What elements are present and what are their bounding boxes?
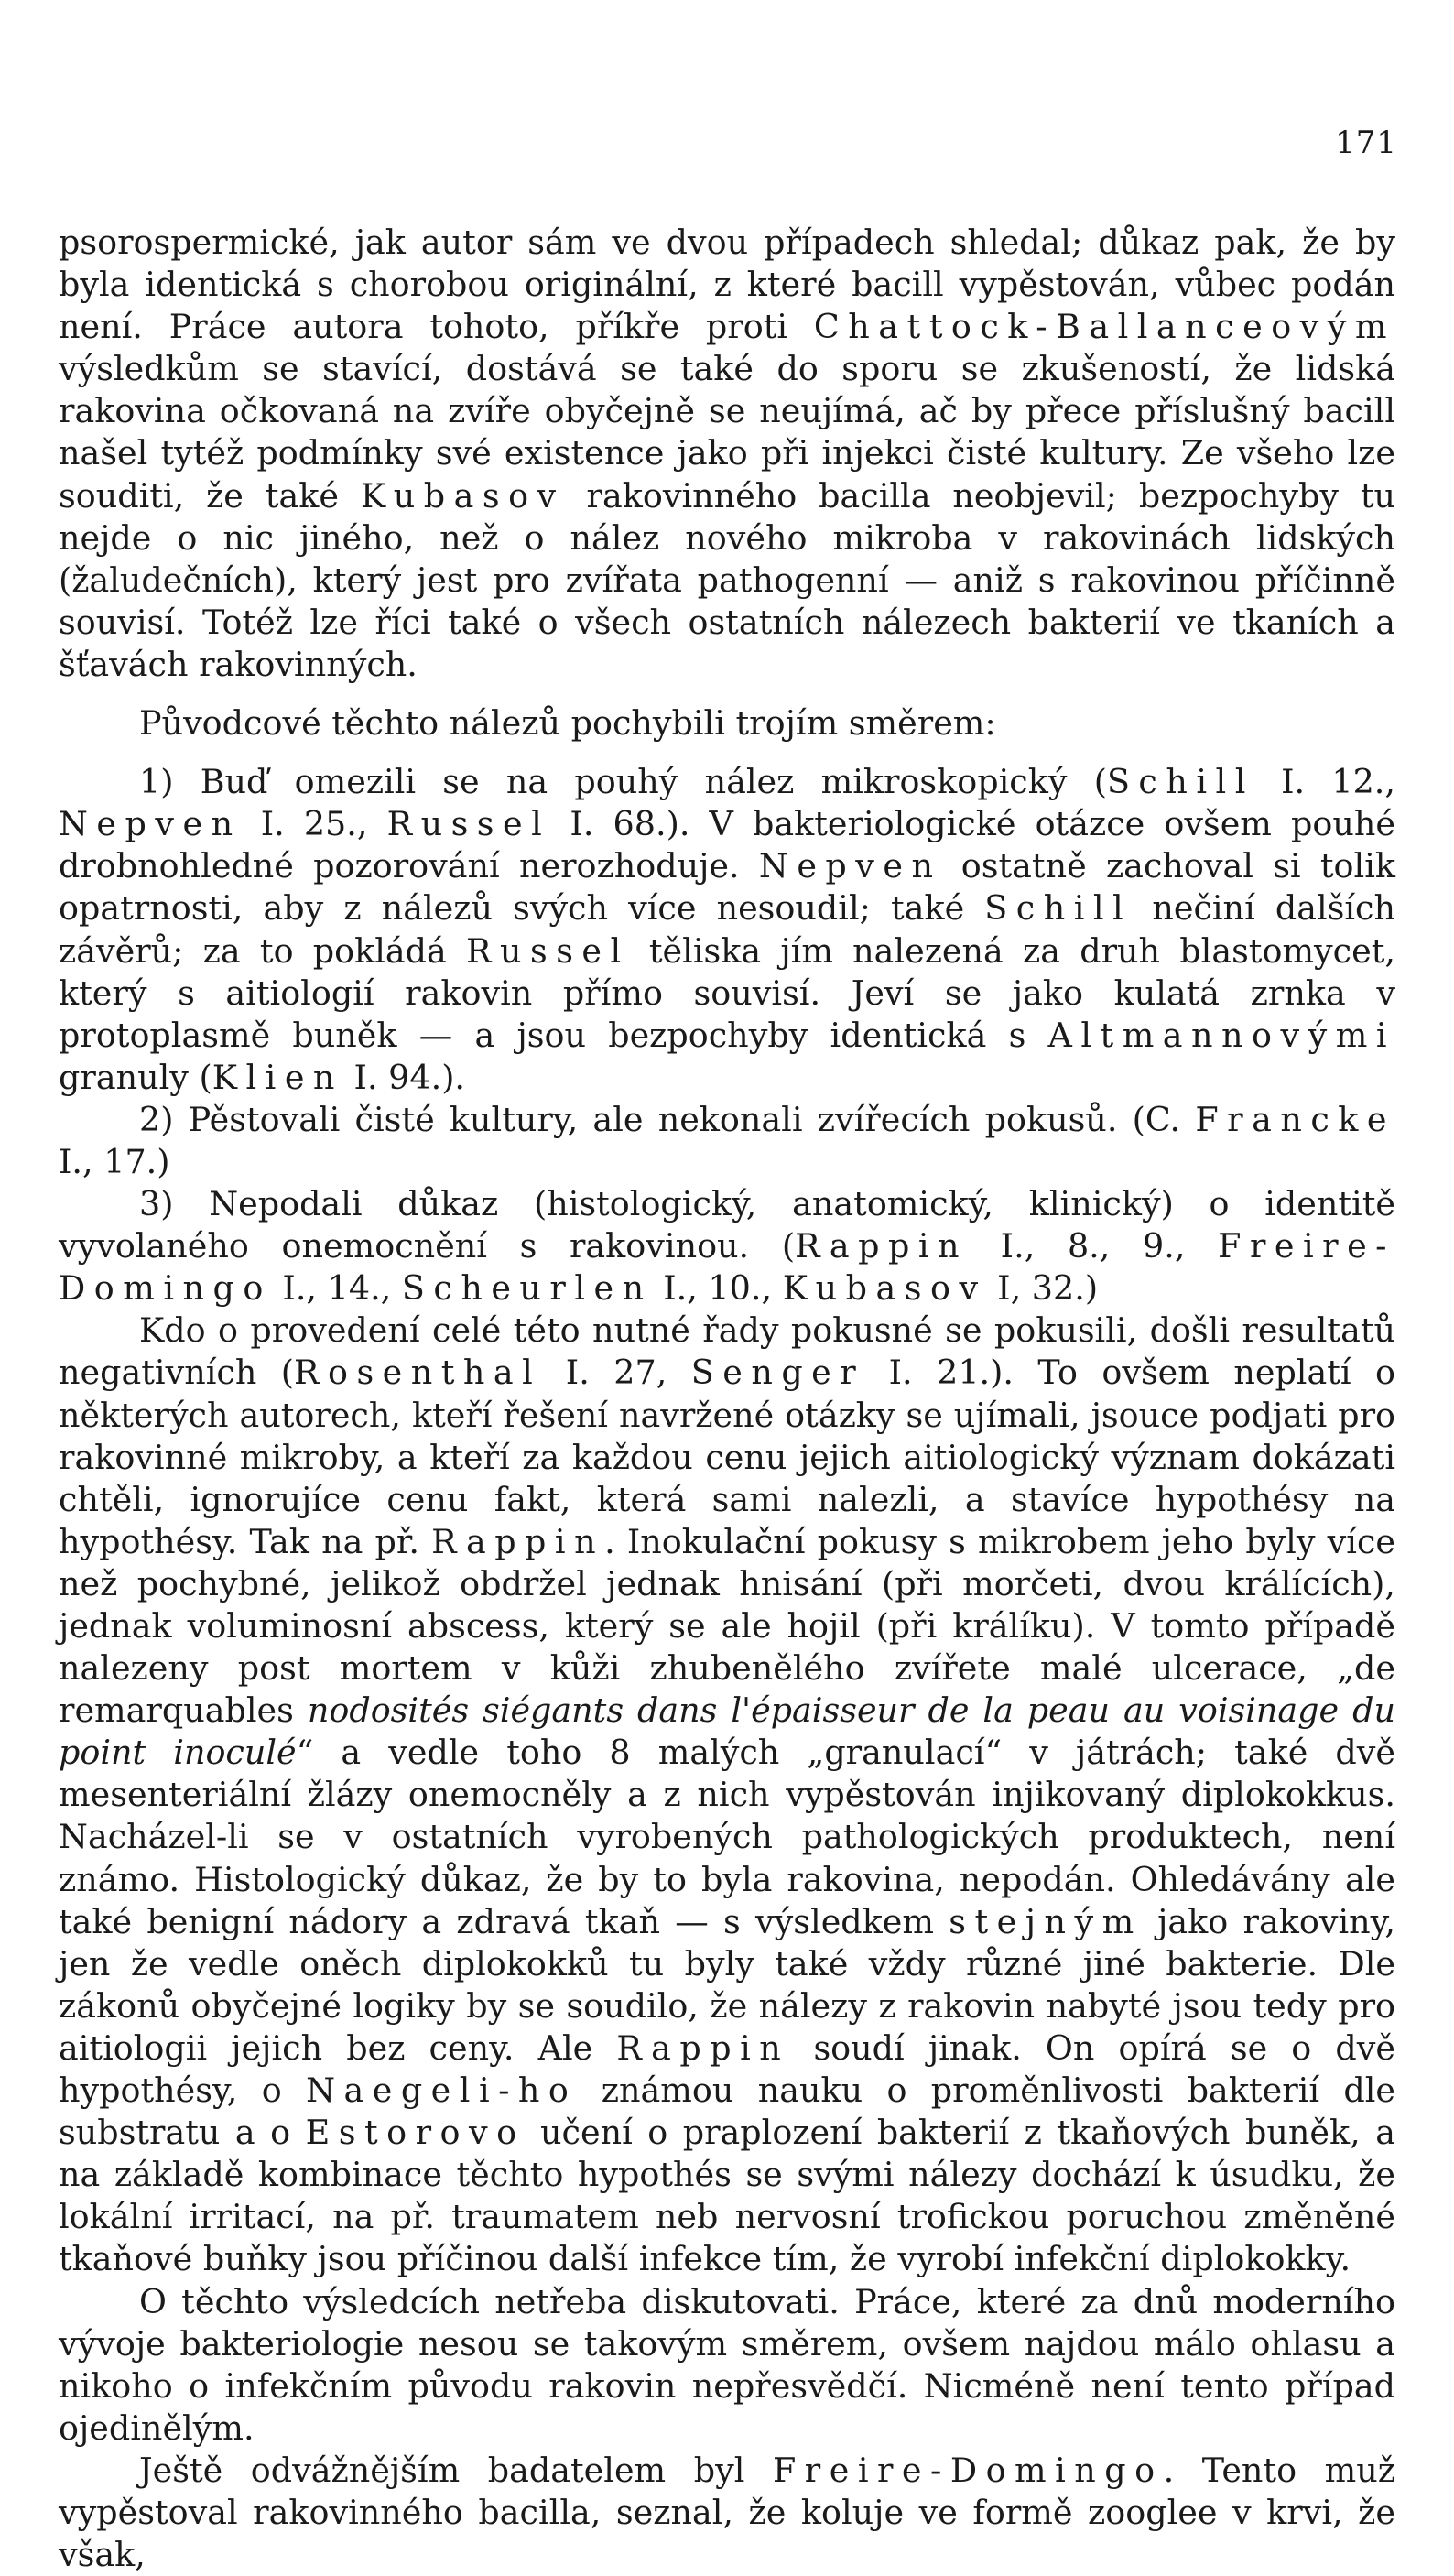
spaced-name: Naegeli-ho [306, 2071, 578, 2111]
spaced-name: Chattock-Ballanceovým [813, 307, 1395, 347]
text-run: ostatně zachoval si tolik opatrnosti, aby z nálezů svých více nesoudil; také [59, 846, 1395, 929]
text-run: 1) Buď omezili se na pouhý nález mikroskopický ( [139, 762, 1107, 802]
spaced-name: Russel [386, 804, 551, 844]
text-run: nečiní dalších závěrů; za to pokládá [59, 888, 1396, 971]
page-number: 171 [1335, 125, 1397, 161]
spaced-name: Freire-Domingo [59, 1226, 1395, 1309]
text-run: I., 10., [652, 1268, 783, 1309]
text-run: Kdo o provedení celé této nutné řady pokusné se pokusili, došli resultatů negativních ( [59, 1310, 1395, 1393]
paragraph [59, 1099, 1395, 1183]
text-run: I, 32.) [986, 1268, 1099, 1309]
text-run: I. 12., [1253, 762, 1395, 802]
text-run: Ještě odvážnějším badatelem byl [139, 2450, 773, 2490]
spaced-name: Russel [466, 930, 630, 971]
text-run: I. 21.). To ovšem neplatí o některých autorech, kteří řešení navržené otázky se ujímali, jsouce podjati pro rakovinné mikroby, a kteří za každou cenu jejich aitiologický význam dokázati chtěli, ignorujíce cenu fakt, která sami nalezli, a stavíce hypothésy na hypothésy. Tak na př. [59, 1353, 1395, 1561]
text-run: I. 94.). [342, 1057, 466, 1097]
text-run: granuly ( [59, 1057, 212, 1097]
spaced-name: Rosenthal [294, 1353, 542, 1393]
text-run: psorospermické, jak autor sám ve dvou případech shledal; důkaz pak, že by byla identická s chorobou originální, z které bacill vypěstován, vůbec podán není. Práce autora tohoto, příkře proti [59, 223, 1395, 347]
text-run: I., 8., 9., [968, 1226, 1219, 1266]
italic-quote: nodosités siégants dans l'épaisseur de la peau au voisinage du point inoculé [59, 1690, 1395, 1773]
spaced-name: Kubasov [360, 475, 565, 516]
text-run: výsledkům se stavící, dostává se také do sporu se zkušeností, že lidská rakovina očkovaná na zvíře obyčejně se neujímá, ač by přece příslušný bacill našel tytéž podmínky své existence jako při injekci čisté kultury. Ze všeho lze souditi, že také [59, 349, 1395, 516]
text-run: 2) Pěstovali čisté kultury, ale nekonali zvířecích pokusů. (C. [139, 1099, 1196, 1139]
paragraph [59, 222, 1395, 686]
text-run: těliska jím nalezená za druh blastomycet, který s aitiologií rakovin přímo souvisí. Jeví se jako kulatá zrnka v protoplasmě buněk — a jsou bezpochyby identická s [59, 930, 1395, 1055]
paragraph [59, 761, 1395, 1099]
spaced-name: stejným [949, 1901, 1143, 1941]
text-run: jako rakoviny, jen že vedle oněch diplokokků tu byly také vždy různé jiné bakterie. Dle zákonů obyčejné logiky by se soudilo, že nálezy z rakovin nabyté jsou tedy pro aitiologii jejich bez ceny. Ale [59, 1901, 1396, 2068]
text-run: “ a vedle toho 8 malých „granulací“ v játrách; také dvě mesenteriální žlázy onemocněly a z nich vypěstován injikovaný diplokokkus. Nacházel-li se v ostatních vyrobených pathologických produktech, není známo. Histologický důkaz, že by to byla rakovina, nepodán. Ohledávány ale také benigní nádory a zdravá tkaň — s výsledkem [59, 1733, 1396, 1941]
spaced-name: Schill [1106, 762, 1254, 802]
spaced-name: Francke [1195, 1099, 1395, 1139]
text-run: Původcové těchto nálezů pochybili trojím směrem: [139, 703, 996, 744]
spaced-name: Kubasov [782, 1268, 987, 1309]
text-run: O těchto výsledcích netřeba diskutovati. Práce, které za dnů moderního vývoje bakteriologie nesou se takovým směrem, ovšem najdou málo ohlasu a nikoho o infekčním původu rakovin nepřesvědčí. Nicméně není tento případ ojedinělým. [59, 2281, 1395, 2448]
spaced-name: Rappin [616, 2027, 790, 2068]
text-run: I., 14., [271, 1268, 402, 1309]
spaced-name: Rappin [795, 1226, 969, 1266]
paragraph [59, 2450, 1395, 2576]
text-run: I. 27, [541, 1353, 691, 1393]
paragraph [59, 2281, 1395, 2450]
spaced-name: Freire-Domingo [772, 2450, 1164, 2490]
spaced-name: Klien [212, 1057, 343, 1097]
text-run: učení o praplození bakterií z tkaňových buněk, a na základě kombinace těchto hypothés se svými nálezy dochází k úsudku, že lokální irritací, na př. traumatem neb nervosní trofickou poruchou změněné tkaňové buňky jsou příčinou další infekce tím, že vyrobí infekční diplokokky. [59, 2113, 1395, 2279]
paragraph [59, 1183, 1395, 1310]
spaced-name: Altmannovými [1047, 1015, 1395, 1055]
spaced-name: Nepven [758, 846, 942, 886]
spaced-name: Senger [690, 1353, 865, 1393]
text-run: soudí jinak. On opírá se o dvě hypothésy, o [59, 2027, 1395, 2111]
spaced-name: Estorovo [305, 2113, 526, 2153]
text-run: rakovinného bacilla neobjevil; bezpochyby tu nejde o nic jiného, než o nález nového mikroba v rakovinách lidských (žaludečních), který jest pro zvířata pathogenní — aniž s rakovinou příčinně souvisí. Totéž lze říci také o všech ostatních nálezech bakterií ve tkaních a šťavách rakovinných. [59, 475, 1396, 684]
spaced-name: Nepven [59, 804, 242, 844]
text-run: I., 17.) [59, 1141, 170, 1181]
text-run: 3) Nepodali důkaz (histologický, anatomický, klinický) o identitě vyvolaného onemocnění s rakovinou. ( [59, 1184, 1395, 1266]
text-run: známou nauku o proměnlivosti bakterií dle substratu a o [59, 2071, 1395, 2153]
spaced-name: Rappin [431, 1521, 605, 1561]
paragraph [59, 1310, 1395, 2280]
spaced-name: Schill [984, 888, 1133, 929]
paragraph [59, 702, 1395, 745]
text-run: . Tento muž vypěstoval rakovinného bacilla, seznal, že koluje ve formě zooglee v krvi, že však, [59, 2450, 1395, 2575]
text-run: I. 68.). V bakteriologické otázce ovšem pouhé drobnohledné pozorování nerozhoduje. [59, 804, 1395, 886]
body-text [59, 222, 1395, 2576]
text-run: . Inokulační pokusy s mikrobem jeho byly více než pochybné, jelikož obdržel jednak hnisání (při morčeti, dvou králících), jednak voluminosní abscess, který se ale hojil (při králíku). V tomto případě nalezeny post mortem v kůži zhubenělého zvířete malé ulcerace, „de remarquables [59, 1521, 1395, 1731]
spaced-name: Scheurlen [401, 1268, 653, 1309]
text-run: I. 25., [241, 804, 387, 844]
